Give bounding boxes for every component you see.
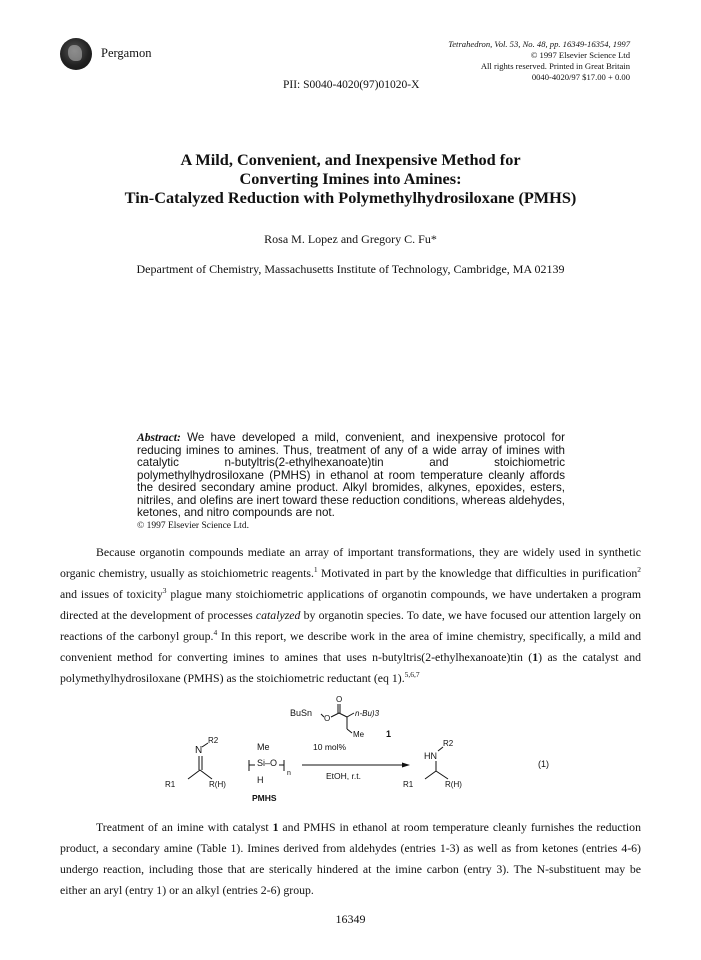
imine-r1-label: R1 bbox=[165, 780, 176, 789]
catalyst-nbu-label: n-Bu)3 bbox=[355, 709, 380, 718]
amine-hn-label: HN bbox=[424, 751, 437, 761]
reference-5-7: 5,6,7 bbox=[404, 670, 420, 680]
affiliation: Department of Chemistry, Massachusetts Institute of Technology, Cambridge, MA 02139 bbox=[136, 262, 565, 276]
equation-number: (1) bbox=[538, 759, 549, 769]
emphasis-catalyzed: catalyzed bbox=[255, 608, 301, 622]
reaction-scheme-eq-1 bbox=[140, 695, 610, 805]
compound-ref-1b: 1 bbox=[272, 820, 279, 834]
catalyst-busn-label: BuSn bbox=[290, 708, 313, 718]
rights-line: All rights reserved. Printed in Great Britain bbox=[480, 61, 630, 71]
pmhs-repeat-unit: Si–O bbox=[257, 758, 278, 768]
catalyst-number: 1 bbox=[386, 729, 392, 739]
reference-4: 4 bbox=[213, 628, 218, 638]
pmhs-n-subscript: n bbox=[287, 770, 291, 777]
amine-r1-label: R1 bbox=[403, 780, 414, 789]
title-line-2: Converting Imines into Amines: bbox=[239, 169, 462, 188]
compound-ref-1: 1 bbox=[532, 650, 539, 664]
abstract-copyright: © 1997 Elsevier Science Ltd. bbox=[137, 520, 249, 531]
pmhs-me-label: Me bbox=[257, 742, 270, 752]
title-line-1: A Mild, Convenient, and Inexpensive Method for bbox=[180, 150, 521, 169]
article-title bbox=[60, 150, 641, 207]
reference-1: 1 bbox=[313, 565, 318, 575]
amine-rh-label: R(H) bbox=[445, 780, 462, 789]
abstract-label: Abstract: bbox=[137, 431, 181, 444]
page-number: 16349 bbox=[335, 912, 366, 926]
catalyst-me-label: Me bbox=[353, 730, 365, 739]
catalyst-structure bbox=[290, 695, 391, 752]
journal-line: Tetrahedron, Vol. 53, No. 48, pp. 16349-16354, 1997 bbox=[448, 39, 630, 49]
reaction-conditions: EtOH, r.t. bbox=[326, 771, 361, 781]
p1-text-e: by organotin species. To date, we have focused our attention largely on reactions of the carbonyl group. bbox=[60, 608, 641, 643]
imine-n-label: N bbox=[195, 745, 203, 756]
p2-text-a: Treatment of an imine with catalyst bbox=[96, 820, 273, 834]
publisher-name: Pergamon bbox=[101, 46, 152, 60]
pmhs-h-label: H bbox=[257, 775, 264, 785]
p1-text-f: In this report, we describe work in the area of imine chemistry, specifically, a mild and convenient method for converting imines to amines that uses n-butyltris(2-ethylhexanoate)tin ( bbox=[60, 629, 641, 664]
reference-2: 2 bbox=[637, 565, 641, 575]
copyright-line: © 1997 Elsevier Science Ltd bbox=[530, 50, 630, 60]
reaction-arrow bbox=[302, 763, 410, 782]
p1-text-g: ) as the catalyst and polymethylhydrosiloxane (PMHS) as the stoichiometric reductant (eq 1). bbox=[60, 650, 641, 685]
amine-structure bbox=[403, 739, 462, 789]
abstract bbox=[137, 432, 565, 532]
p1-text-a: Because organotin compounds mediate an array of important transformations, they are widely used in synthetic organic chemistry, usually as stoichiometric reagents. bbox=[60, 545, 641, 580]
abstract-text: We have developed a mild, convenient, and inexpensive protocol for reducing imines to amines. Thus, treatment of any of a wide array of imines with catalytic n-butyltris(2-ethylhexanoate)tin and stoichiometric polymethylhydrosiloxane (PMHS) in ethanol at room temperature cleanly affords the desired secondary amine product. Alkyl bromides, alkynes, epoxides, esters, nitriles, and olefins are inert toward these reduction conditions, whereas aldehydes, ketones, and nitro compounds are not. bbox=[137, 431, 565, 519]
catalyst-carbonyl-o: O bbox=[336, 695, 343, 704]
journal-citation-block bbox=[448, 39, 630, 83]
body-paragraph-2 bbox=[60, 817, 641, 901]
body-paragraph-1 bbox=[60, 542, 641, 689]
imine-rh-label: R(H) bbox=[209, 780, 226, 789]
reference-3: 3 bbox=[162, 586, 167, 596]
elsevier-tree-logo bbox=[60, 38, 92, 70]
pii-identifier: PII: S0040-4020(97)01020-X bbox=[283, 79, 420, 91]
issn-line: 0040-4020/97 $17.00 + 0.00 bbox=[531, 72, 630, 82]
pmhs-structure bbox=[249, 742, 291, 803]
title-line-3: Tin-Catalyzed Reduction with Polymethylhydrosiloxane (PMHS) bbox=[124, 188, 577, 207]
p1-text-c: and issues of toxicity bbox=[60, 587, 163, 601]
catalyst-loading: 10 mol% bbox=[313, 742, 347, 752]
p2-text-b: and PMHS in ethanol at room temperature cleanly furnishes the reduction product, a secondary amine (Table 1). Imines derived from aldehydes (entries 1-3) as well as from ketones (entries 4-6) undergo reaction, including those that are sterically hindered at the imine carbon (entry 3). The N-substituent may be either an aryl (entry 1) or an alkyl (entries 2-6) group. bbox=[60, 820, 641, 897]
p1-text-d: plague many stoichiometric applications of organotin compounds, we have undertaken a program directed at the development of processes bbox=[60, 587, 641, 622]
p1-text-b: Motivated in part by the knowledge that difficulties in purification bbox=[317, 566, 638, 580]
imine-r2-label: R2 bbox=[208, 736, 219, 745]
author-list: Rosa M. Lopez and Gregory C. Fu* bbox=[264, 232, 437, 246]
catalyst-ester-o: O bbox=[324, 714, 331, 723]
imine-structure bbox=[165, 736, 226, 789]
amine-r2-label: R2 bbox=[443, 739, 454, 748]
pmhs-caption: PMHS bbox=[252, 793, 277, 803]
